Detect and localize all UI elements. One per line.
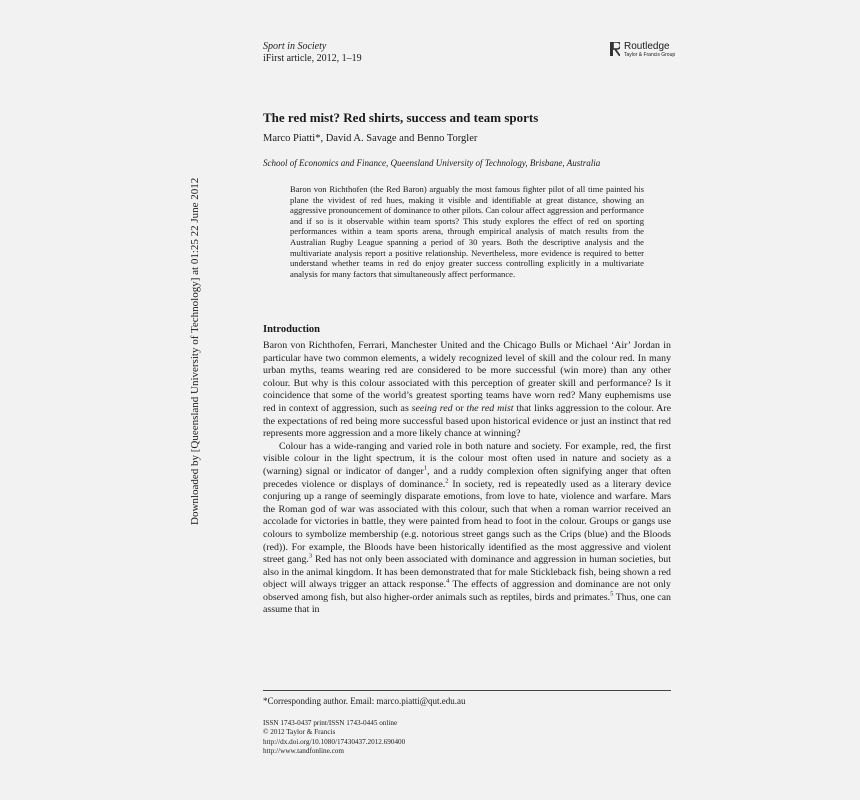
section-heading-introduction: Introduction [263,324,320,335]
footnote-divider [263,690,671,691]
article-title: The red mist? Red shirts, success and team sports [263,110,539,125]
publisher-name: Routledge [624,41,670,52]
introduction-body [263,340,671,617]
paragraph-1: Baron von Richthofen, Ferrari, Manchester United and the Chicago Bulls or Michael ‘Air’ Jordan in particular have two common elements, a widely recognized level of skill and the colour red. In many urban myths, teams wearing red are considered to be more successful (win more) than any other colour. But why is this colour associated with this perception of greater skill and performance? Is it coincidence that some of the world’s greatest sporting teams have worn red? Many euphemisms use red in context of aggression, such as seeing red or the red mist that links aggression to the colour. Are the expectations of red being more successful based upon historical evidence or just an instinct that red represents more aggression and a more likely chance at winning? [263,340,671,440]
journal-issue: iFirst article, 2012, 1–19 [263,53,362,64]
journal-name: Sport in Society [263,41,327,52]
publisher-group: Taylor & Francis Group [624,52,676,58]
footnote-ref[interactable]: 5 [610,590,614,598]
footnote-ref[interactable]: 3 [308,552,313,560]
footnote-ref[interactable]: 2 [445,477,449,485]
publication-footer [263,719,405,757]
publisher-logo [610,42,675,59]
journal-header [263,41,362,65]
download-note: Downloaded by [Queensland University of Technology] at 01:25 22 June 2012 [189,177,201,525]
abstract: Baron von Richthofen (the Red Baron) arguably the most famous fighter pilot of all time painted his plane the vividest of red hues, making it visible and identifiable at great distance, showing an aggressive pronouncement of dominance to other pilots. Can colour affect aggression and performance and if so is it observable within team sports? This study explores the effect of red on sporting performances within a team sports arena, through empirical analysis of match results from the Australian Rugby League spanning a period of 30 years. Both the descriptive analysis and the multivariate analysis report a positive relationship. Nevertheless, more evidence is required to better understand whether teams in red do enjoy greater success controlling explicitly in a multivariate analysis for many factors that simultaneously affect performance. [290,184,644,279]
website-link[interactable]: http://www.tandfonline.com [263,747,344,756]
copyright-line: © 2012 Taylor & Francis [263,728,336,737]
article-affiliation: School of Economics and Finance, Queensland University of Technology, Brisbane, Australia [263,158,601,168]
issn-line: ISSN 1743-0437 print/ISSN 1743-0445 online [263,719,398,727]
paragraph-2: Colour has a wide-ranging and varied role in both nature and society. For example, red, the first visible colour in the light spectrum, it is the colour most often used in nature and society as a (warning) signal or indicator of danger$^1$, and a ruddy complexion often signifying anger that often precedes violence or displays of dominance.$^2$ In society, red is repeatedly used as a literary device conjuring up a range of seemingly disparate emotions, from love to hate, violence and warfare. Mars the Roman god of war was associated with this colour, such that when a roman warrior received an accolade for victories in battle, they were painted from head to foot in the colour. Groups or gangs use colours to symbolize membership (e.g. notorious street gangs such as the Crips (blue) and the Bloods (red)). For example, the Bloods have been historically identified as the most aggressive and violent street gang.$^3$ Red has not only been associated with dominance and aggression in human societies, but also in the animal kingdom. It has been demonstrated that for male Stickleback fish, being shown a red object will always trigger an attack response.$^4$ The effects of aggression and dominance are not only observed among fish, but also higher-order animals such as reptiles, birds and primates.$^5$ Thus, one can assume that in [263,440,672,616]
download-watermark [189,177,203,525]
footnote-ref[interactable]: 1 [423,464,428,472]
article-authors: Marco Piatti*, David A. Savage and Benno Torgler [263,133,478,144]
corresponding-author-note: *Corresponding author. Email: marco.piatti@qut.edu.au [263,696,466,706]
doi-link[interactable]: http://dx.doi.org/10.1080/17430437.2012.690400 [263,737,406,746]
footnote-ref[interactable]: 4 [446,577,450,585]
routledge-logo-icon [610,42,620,56]
